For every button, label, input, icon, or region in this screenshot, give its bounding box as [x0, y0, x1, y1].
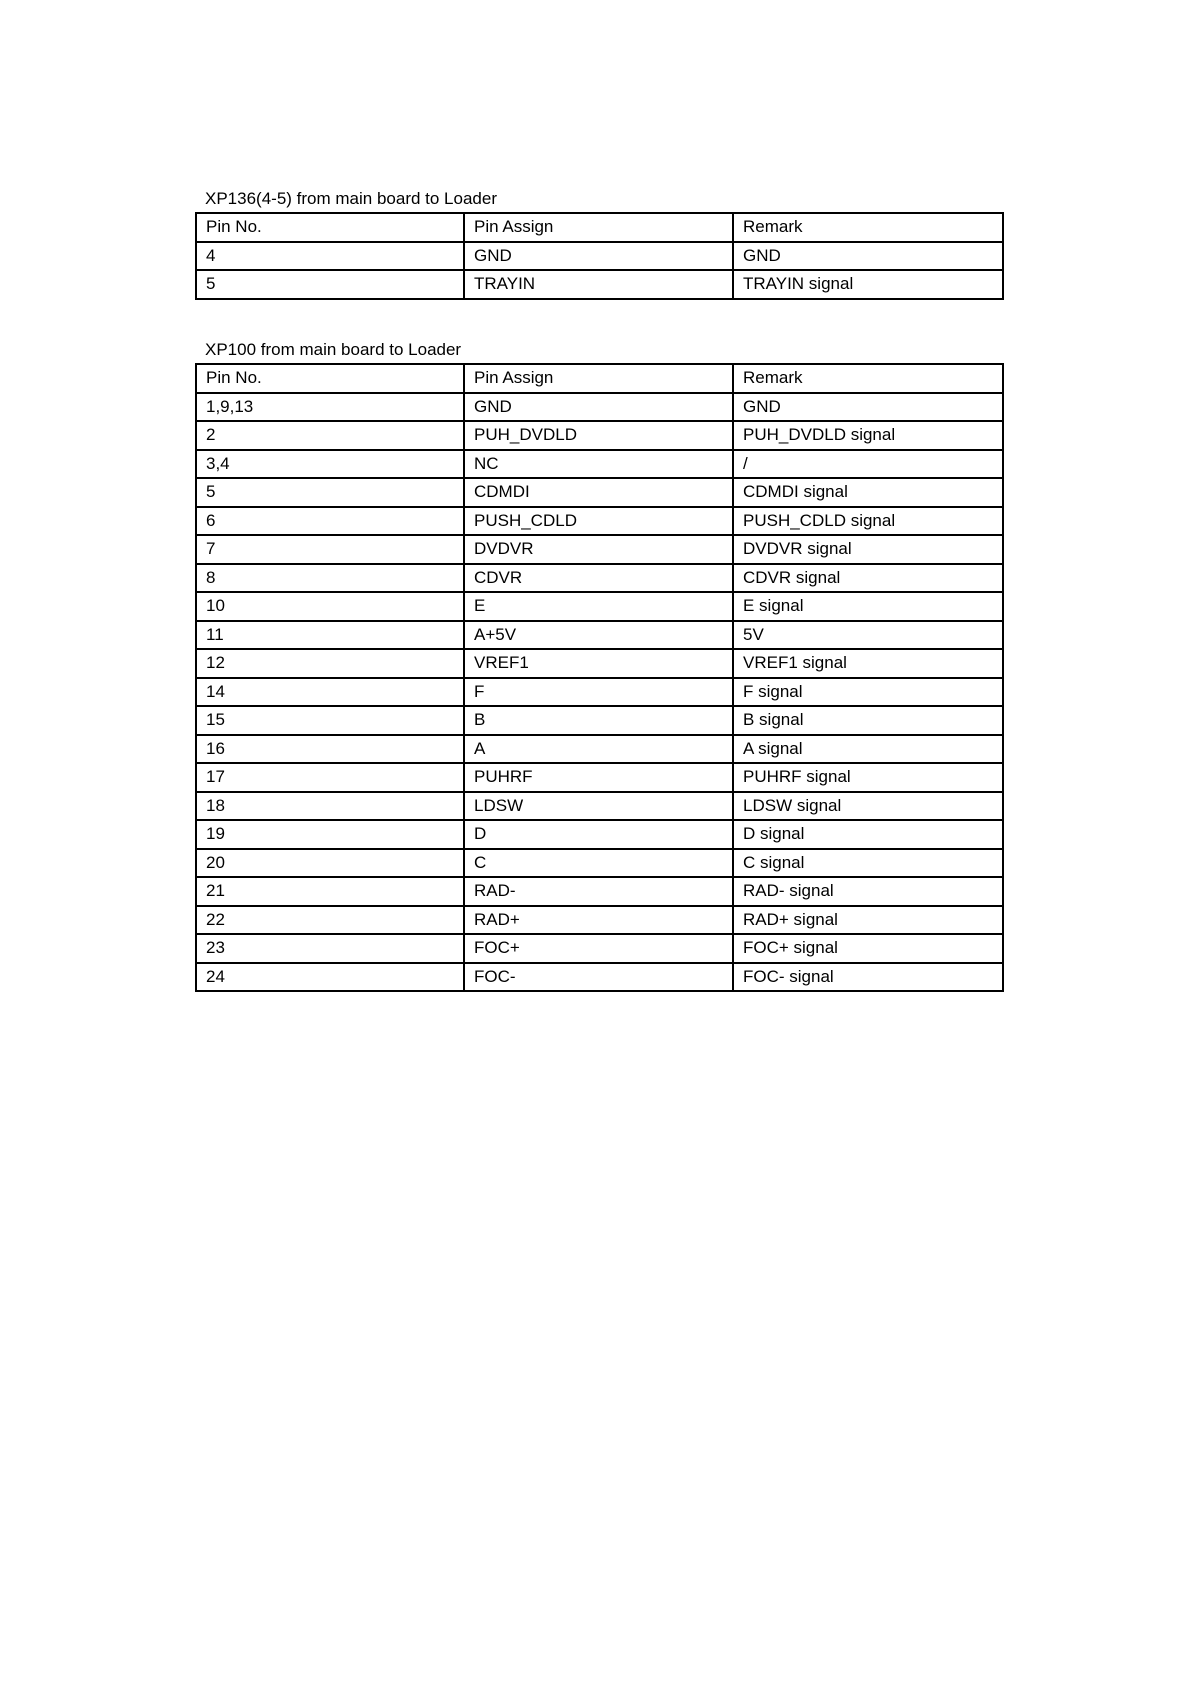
pin-assign-cell: B — [464, 706, 733, 735]
table-row — [196, 906, 1003, 935]
table-caption: XP100 from main board to Loader — [205, 340, 462, 359]
header-pin-no: Pin No. — [196, 213, 464, 242]
pin-no-cell: 14 — [196, 678, 464, 707]
header-remark: Remark — [733, 213, 1003, 242]
pin-no-cell: 21 — [196, 877, 464, 906]
table-row — [196, 450, 1003, 479]
table-row — [196, 763, 1003, 792]
pin-no-cell: 6 — [196, 507, 464, 536]
table-row — [196, 421, 1003, 450]
pin-no-cell: 5 — [196, 478, 464, 507]
remark-cell: FOC- signal — [733, 963, 1003, 992]
pin-no-cell: 24 — [196, 963, 464, 992]
header-remark: Remark — [733, 364, 1003, 393]
pin-assign-cell: PUH_DVDLD — [464, 421, 733, 450]
remark-cell: RAD- signal — [733, 877, 1003, 906]
table-row — [196, 820, 1003, 849]
remark-cell: FOC+ signal — [733, 934, 1003, 963]
table-row — [196, 877, 1003, 906]
remark-cell: CDMDI signal — [733, 478, 1003, 507]
table-header-row — [196, 364, 1003, 393]
table-row — [196, 849, 1003, 878]
pin-no-cell: 10 — [196, 592, 464, 621]
pin-no-cell: 12 — [196, 649, 464, 678]
pin-assign-cell: FOC+ — [464, 934, 733, 963]
table-row — [196, 270, 1003, 299]
remark-cell: PUHRF signal — [733, 763, 1003, 792]
table-row — [196, 649, 1003, 678]
table-row — [196, 507, 1003, 536]
table-row — [196, 242, 1003, 271]
pin-assign-cell: A — [464, 735, 733, 764]
header-pin-assign: Pin Assign — [464, 364, 733, 393]
pin-no-cell: 7 — [196, 535, 464, 564]
header-pin-assign: Pin Assign — [464, 213, 733, 242]
table-row — [196, 706, 1003, 735]
pin-no-cell: 2 — [196, 421, 464, 450]
table-row — [196, 934, 1003, 963]
pin-no-cell: 5 — [196, 270, 464, 299]
remark-cell: RAD+ signal — [733, 906, 1003, 935]
pin-assign-cell: F — [464, 678, 733, 707]
remark-cell: DVDVR signal — [733, 535, 1003, 564]
remark-cell: CDVR signal — [733, 564, 1003, 593]
pin-no-cell: 19 — [196, 820, 464, 849]
pin-assign-cell: CDMDI — [464, 478, 733, 507]
pin-assign-cell: E — [464, 592, 733, 621]
pin-assign-cell: A+5V — [464, 621, 733, 650]
remark-cell: PUSH_CDLD signal — [733, 507, 1003, 536]
pin-no-cell: 11 — [196, 621, 464, 650]
pin-assign-cell: PUHRF — [464, 763, 733, 792]
remark-cell: PUH_DVDLD signal — [733, 421, 1003, 450]
remark-cell: VREF1 signal — [733, 649, 1003, 678]
pin-no-cell: 20 — [196, 849, 464, 878]
pin-no-cell: 23 — [196, 934, 464, 963]
pin-no-cell: 18 — [196, 792, 464, 821]
pin-no-cell: 8 — [196, 564, 464, 593]
pin-no-cell: 16 — [196, 735, 464, 764]
table-caption: XP136(4-5) from main board to Loader — [205, 189, 497, 208]
pin-no-cell: 22 — [196, 906, 464, 935]
table-row — [196, 792, 1003, 821]
pin-assign-cell: NC — [464, 450, 733, 479]
remark-cell: C signal — [733, 849, 1003, 878]
pin-assign-cell: FOC- — [464, 963, 733, 992]
pin-no-cell: 1,9,13 — [196, 393, 464, 422]
table-row — [196, 535, 1003, 564]
remark-cell: D signal — [733, 820, 1003, 849]
xp100-section — [195, 339, 1002, 992]
table-row — [196, 478, 1003, 507]
pin-no-cell: 17 — [196, 763, 464, 792]
table-header-row — [196, 213, 1003, 242]
remark-cell: E signal — [733, 592, 1003, 621]
table-row — [196, 963, 1003, 992]
remark-cell: / — [733, 450, 1003, 479]
pin-assign-cell: CDVR — [464, 564, 733, 593]
xp100-pin-table — [195, 363, 1004, 992]
pin-assign-cell: TRAYIN — [464, 270, 733, 299]
pin-assign-cell: GND — [464, 393, 733, 422]
remark-cell: B signal — [733, 706, 1003, 735]
remark-cell: GND — [733, 242, 1003, 271]
table-row — [196, 735, 1003, 764]
pin-assign-cell: RAD- — [464, 877, 733, 906]
pin-assign-cell: PUSH_CDLD — [464, 507, 733, 536]
pin-assign-cell: GND — [464, 242, 733, 271]
pin-assign-cell: RAD+ — [464, 906, 733, 935]
remark-cell: A signal — [733, 735, 1003, 764]
pin-assign-cell: C — [464, 849, 733, 878]
remark-cell: F signal — [733, 678, 1003, 707]
table-row — [196, 592, 1003, 621]
pin-no-cell: 15 — [196, 706, 464, 735]
table-row — [196, 564, 1003, 593]
table-row — [196, 621, 1003, 650]
header-pin-no: Pin No. — [196, 364, 464, 393]
pin-no-cell: 3,4 — [196, 450, 464, 479]
pin-assign-cell: LDSW — [464, 792, 733, 821]
pin-assign-cell: DVDVR — [464, 535, 733, 564]
pin-assign-cell: D — [464, 820, 733, 849]
remark-cell: LDSW signal — [733, 792, 1003, 821]
remark-cell: TRAYIN signal — [733, 270, 1003, 299]
table-row — [196, 393, 1003, 422]
pin-assign-cell: VREF1 — [464, 649, 733, 678]
xp136-section — [195, 188, 1002, 300]
table-row — [196, 678, 1003, 707]
xp136-pin-table — [195, 212, 1004, 300]
pin-no-cell: 4 — [196, 242, 464, 271]
remark-cell: GND — [733, 393, 1003, 422]
remark-cell: 5V — [733, 621, 1003, 650]
